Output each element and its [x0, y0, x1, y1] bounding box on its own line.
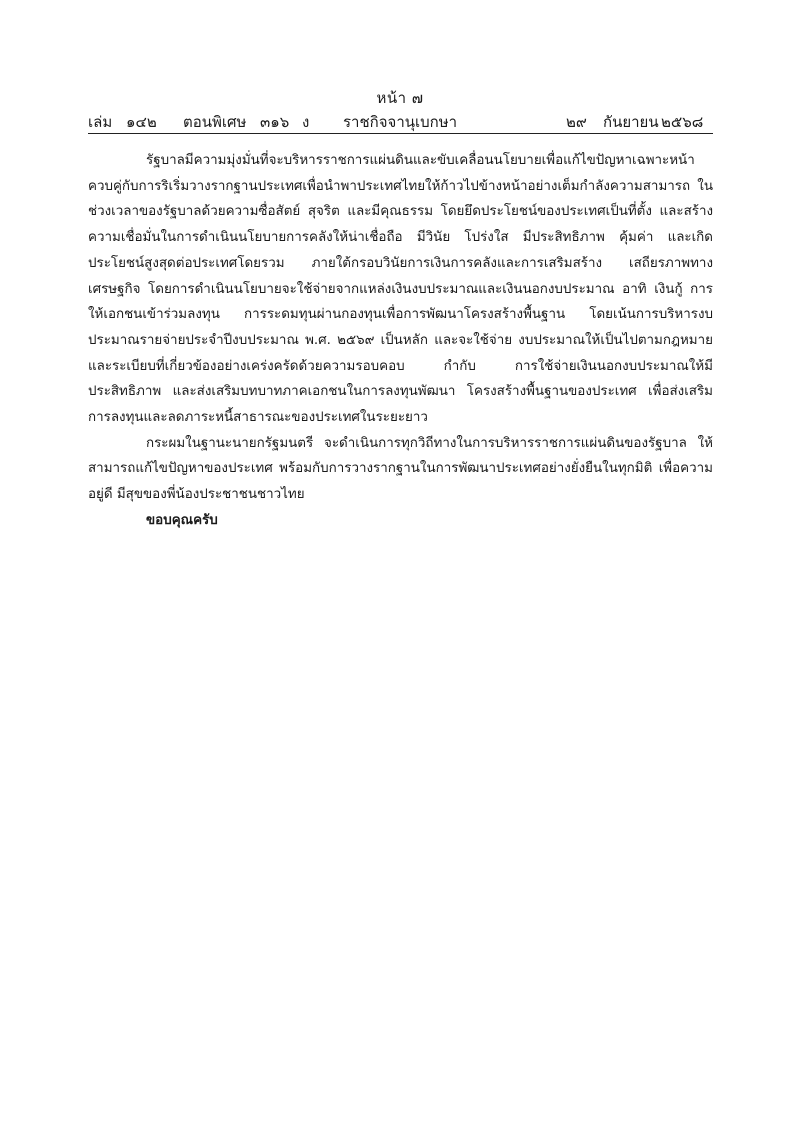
volume-label: เล่ม — [88, 113, 113, 131]
gazette-header — [88, 110, 713, 130]
page-number: หน้า ๗ — [376, 89, 424, 107]
document-body — [88, 148, 713, 534]
date-year: ๒๕๖๘ — [661, 113, 704, 131]
date-month: กันยายน — [603, 113, 659, 131]
issue-label: ตอนพิเศษ — [183, 113, 247, 131]
volume-number: ๑๔๒ — [126, 113, 157, 131]
paragraph-government-policy: รัฐบาลมีความมุ่งมั่นที่จะบริหารราชการแผ่นดินและขับเคลื่อนนโยบายเพื่อแก้ไขปัญหาเฉพาะหน้า ควบคู่กับการริเริ่มวางรากฐานประเทศเพื่อนำพาประเทศไทยให้ก้าวไปข้างหน้าอย่างเต็มกำลังความสามารถ ในช่วงเวลาของรัฐบาลด้วยความซื่อสัตย์ สุจริต และมีคุณธรรม โดยยึดประโยชน์ของประเทศเป็นที่ตั้ง และสร้างความเชื่อมั่นในการดำเนินนโยบายการคลังให้น่าเชื่อถือ มีวินัย โปร่งใส มีประสิทธิภาพ คุ้มค่า และเกิดประโยชน์สูงสุดต่อประเทศโดยรวม ภายใต้กรอบวินัยการเงินการคลังและการเสริมสร้าง เสถียรภาพทางเศรษฐกิจ โดยการดำเนินนโยบายจะใช้จ่ายจากแหล่งเงินงบประมาณและเงินนอกงบประมาณ อาทิ เงินกู้ การให้เอกชนเข้าร่วมลงทุน การระดมทุนผ่านกองทุนเพื่อการพัฒนาโครงสร้างพื้นฐาน โดยเน้นการบริหารงบประมาณรายจ่ายประจำปีงบประมาณ พ.ศ. ๒๕๖๙ เป็นหลัก และจะใช้จ่าย งบประมาณให้เป็นไปตามกฎหมายและระเบียบที่เกี่ยวข้องอย่างเคร่งครัดด้วยความรอบคอบ กำกับ การใช้จ่ายเงินนอกงบประมาณให้มีประสิทธิภาพ และส่งเสริมบทบาทภาคเอกชนในการลงทุนพัฒนา โครงสร้างพื้นฐานของประเทศ เพื่อส่งเสริมการลงทุนและลดภาระหนี้สาธารณะของประเทศในระยะยาว — [88, 153, 713, 426]
paragraph-prime-minister-commitment: กระผมในฐานะนายกรัฐมนตรี จะดำเนินการทุกวิถีทางในการบริหารราชการแผ่นดินของรัฐบาล ให้สามารถแก้ไขปัญหาของประเทศ พร้อมกับการวางรากฐานในการพัฒนาประเทศอย่างยั่งยืนในทุกมิติ เพื่อความอยู่ดี มีสุขของพี่น้องประชาชนชาวไทย — [88, 435, 713, 503]
date-day: ๒๙ — [566, 113, 587, 131]
issue-letter: ง — [302, 113, 310, 131]
closing-thanks: ขอบคุณครับ — [146, 512, 218, 528]
header-divider — [88, 133, 713, 134]
gazette-name: ราชกิจจานุเบกษา — [343, 113, 458, 131]
issue-number: ๓๑๖ — [260, 113, 290, 131]
